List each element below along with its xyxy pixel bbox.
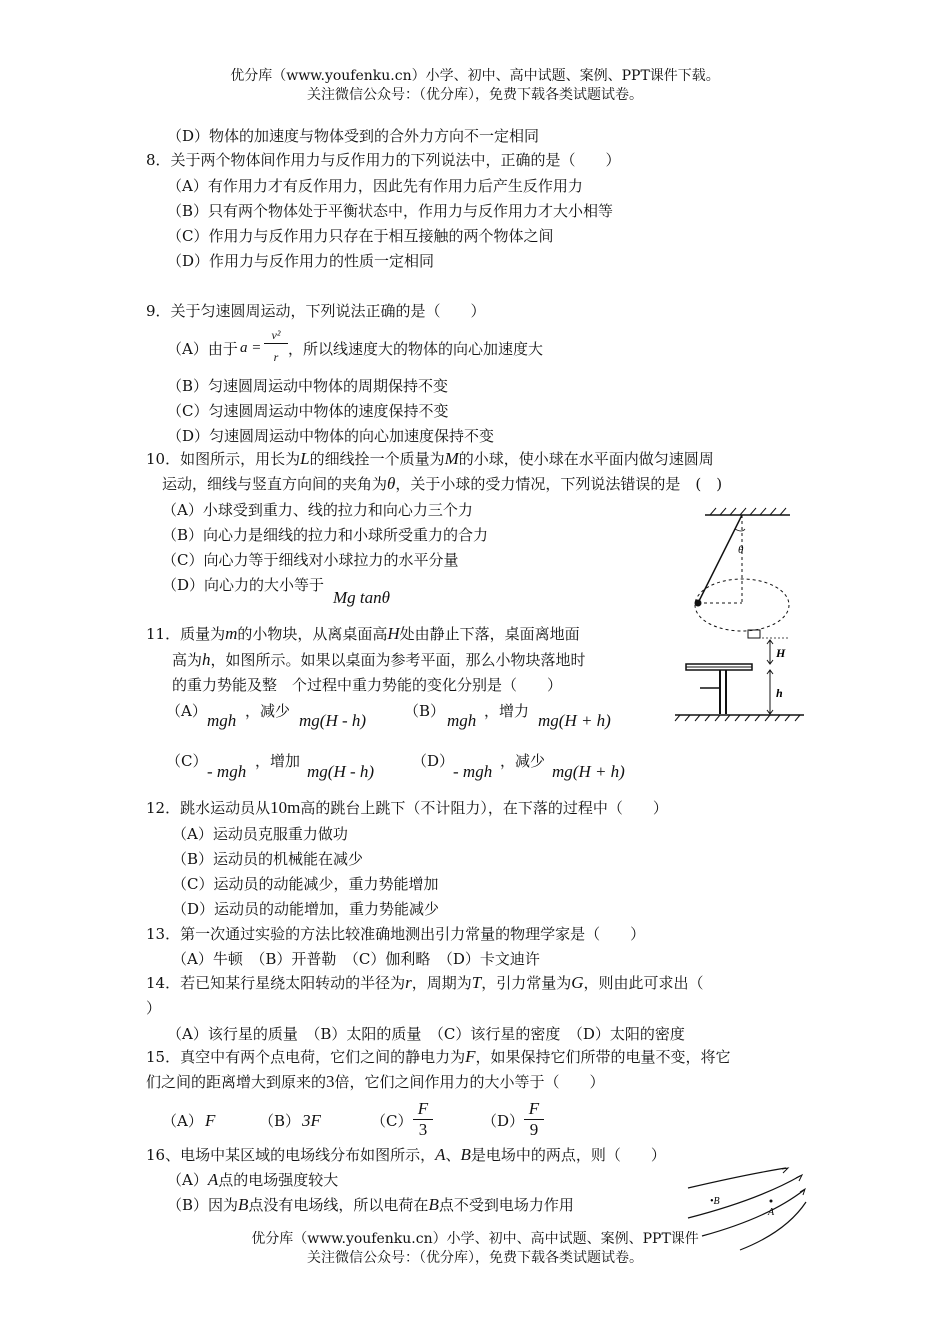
- q16-option-a: [167, 1170, 338, 1190]
- q11-option-a-f2: mg(H - h): [299, 711, 367, 730]
- q11-option-b-f2: mg(H + h): [538, 711, 611, 730]
- q7-option-d: （D）物体的加速度与物体受到的合外力方向不一定相同: [167, 127, 540, 145]
- table-height-figure: [672, 630, 812, 722]
- q8-option-d: （D）作用力与反作用力的性质一定相同: [167, 252, 435, 270]
- q11-option-b-word: ，增力: [484, 702, 530, 720]
- q14-var-T: T: [471, 973, 482, 992]
- q15-var-F: F: [465, 1047, 476, 1066]
- q10-var-L: L: [300, 449, 310, 468]
- q10-option-d-formula: Mg tanθ: [333, 588, 390, 607]
- q11-var-h: h: [202, 650, 211, 669]
- q15-stem-line-2: [146, 1072, 605, 1092]
- q11-stem-1c: 处由静止下落，桌面离地面: [399, 625, 580, 643]
- q12-option-a: （A）运动员克服重力做功: [172, 825, 348, 843]
- q9-option-b: （B）匀速圆周运动中物体的周期保持不变: [167, 377, 449, 395]
- q15-d-den: 9: [529, 1120, 539, 1139]
- q10-stem-1c: 的小球，使小球在水平面内做匀速圆周: [458, 450, 714, 468]
- q8-option-c: （C）作用力与反作用力只存在于相互接触的两个物体之间: [167, 227, 554, 245]
- q14-stem: [146, 973, 704, 993]
- q12-stem-b: 高的跳台上跳下（不计阻力），在下落的过程中（ ）: [300, 799, 668, 817]
- q11-option-d-label: （D）: [412, 752, 455, 770]
- q11-option-d-word: ，减少: [500, 752, 546, 770]
- q16-a-pre: （A）: [167, 1171, 208, 1189]
- q16-b-mid: 点没有电场线，所以电荷在: [248, 1196, 429, 1214]
- q10-stem-2b: ，关于小球的受力情况，下列说法错误的是 ( ): [395, 475, 723, 493]
- q14-var-G: G: [571, 973, 584, 992]
- q11-option-d-f1: - mgh: [453, 762, 493, 781]
- q11-stem-2a: 高为: [172, 651, 203, 669]
- q11-option-c-f2: mg(H - h): [307, 762, 375, 781]
- q11-option-d-f2: mg(H + h): [552, 762, 625, 781]
- pendulum-figure: [690, 505, 810, 635]
- q15-stem-2a: 们之间的距离增大到原来的: [146, 1073, 327, 1091]
- q12-value: 10m: [270, 798, 301, 817]
- q15-c-num: F: [413, 1099, 433, 1120]
- q10-option-a: （A）小球受到重力、线的拉力和向心力三个力: [162, 501, 473, 519]
- q15-option-b-value: 3F: [302, 1111, 321, 1130]
- q12-option-b: （B）运动员的机械能在减少: [172, 850, 364, 868]
- q11-var-H: H: [387, 624, 400, 643]
- q16-var-B: B: [460, 1145, 471, 1164]
- q10-option-c: （C）向心力等于细线对小球拉力的水平分量: [162, 551, 459, 569]
- q15-option-d-label: （D）: [482, 1112, 525, 1130]
- q15-value-3: 3: [326, 1072, 335, 1091]
- q8-option-a: （A）有作用力才有反作用力，因此先有作用力后产生反作用力: [167, 177, 583, 195]
- q12-option-c: （C）运动员的动能减少，重力势能增加: [172, 875, 439, 893]
- q9-stem: 9．关于匀速圆周运动，下列说法正确的是（ ）: [146, 302, 486, 320]
- q12-stem-a: 12．跳水运动员从: [146, 799, 271, 817]
- q11-option-c-word: ，增加: [255, 752, 301, 770]
- q11-stem-1b: 的小物块，从离桌面高: [237, 625, 388, 643]
- q11-option-a-label: （A）: [166, 702, 207, 720]
- q10-option-b: （B）向心力是细线的拉力和小球所受重力的合力: [162, 526, 489, 544]
- q11-stem-line-2: [172, 650, 586, 670]
- q15-stem-1a: 15．真空中有两个点电荷，它们之间的静电力为: [146, 1048, 466, 1066]
- q9-option-a-prefix: （A）由于: [167, 340, 238, 358]
- figure-label-h: h: [776, 686, 783, 700]
- q10-stem-line-2: [162, 474, 722, 494]
- q13-stem: 13．第一次通过实验的方法比较准确地测出引力常量的物理学家是（ ）: [146, 925, 646, 943]
- q16-sep: 、: [445, 1146, 461, 1164]
- q15-option-a-label: （A）: [162, 1112, 203, 1130]
- q15-d-num: F: [524, 1099, 544, 1120]
- q14-options: （A）该行星的质量 （B）太阳的质量 （C）该行星的密度 （D）太阳的密度: [167, 1025, 685, 1043]
- q14-stem-close: ）: [146, 999, 162, 1017]
- q16-var-A: A: [435, 1145, 446, 1164]
- header-line-1: 优分库（www.youfenku.cn）小学、初中、高中试题、案例、PPT课件下载。: [230, 68, 720, 84]
- q15-option-c-label: （C）: [371, 1112, 413, 1130]
- q14-stem-c: ，引力常量为: [481, 974, 572, 992]
- q15-stem-1b: ，如果保持它们所带的电量不变，将它: [475, 1048, 731, 1066]
- q13-options: （A）牛顿 （B）开普勒 （C）伽利略 （D）卡文迪许: [172, 950, 540, 968]
- footer-line-1: 优分库（www.youfenku.cn）小学、初中、高中试题、案例、PPT课件: [251, 1231, 699, 1247]
- q12-stem: [146, 798, 668, 818]
- q14-var-r: r: [405, 973, 412, 992]
- q11-option-b-f1: mgh: [447, 711, 477, 730]
- q11-stem-line-3: 的重力势能及整 个过程中重力势能的变化分别是（ ）: [172, 676, 563, 694]
- q16-a-post: 点的电场强度较大: [218, 1171, 339, 1189]
- q9-option-c: （C）匀速圆周运动中物体的速度保持不变: [167, 402, 449, 420]
- q15-option-b-label: （B）: [259, 1112, 301, 1130]
- q16-b-post: 点不受到电场力作用: [438, 1196, 574, 1214]
- q10-stem-1b: 的细线拴一个质量为: [309, 450, 445, 468]
- q11-stem-2b: ，如图所示。如果以桌面为参考平面，那么小物块落地时: [210, 651, 586, 669]
- header-line-2: 关注微信公众号：（优分库），免费下载各类试题试卷。: [307, 87, 643, 103]
- field-label-A: A: [768, 1207, 775, 1218]
- q16-b-pre: （B）因为: [167, 1196, 239, 1214]
- field-label-B: •B: [710, 1196, 720, 1207]
- q16-stem: [146, 1145, 666, 1165]
- q9-option-a-suffix: ，所以线速度大的物体的向心加速度大: [288, 340, 544, 358]
- q9-fraction-den: r: [273, 350, 279, 364]
- q10-var-M: M: [444, 449, 459, 468]
- q9-formula-lhs: a =: [240, 340, 262, 356]
- q14-stem-b: ，周期为: [411, 974, 472, 992]
- q9-fraction-num: v²: [264, 328, 288, 344]
- q8-option-b: （B）只有两个物体处于平衡状态中，作用力与反作用力才大小相等: [167, 202, 614, 220]
- q10-option-d-prefix: （D）向心力的大小等于: [162, 576, 325, 594]
- q9-option-d: （D）匀速圆周运动中物体的向心加速度保持不变: [167, 427, 495, 445]
- q10-var-theta: θ: [387, 474, 396, 493]
- q11-stem-line-1: [146, 624, 580, 644]
- q15-option-a-value: F: [205, 1111, 216, 1130]
- q10-stem-1a: 10．如图所示，用长为: [146, 450, 301, 468]
- q10-stem-2a: 运动，细线与竖直方向间的夹角为: [162, 475, 388, 493]
- q15-option-c-fraction: [413, 1099, 433, 1140]
- q11-option-c-f1: - mgh: [207, 762, 247, 781]
- q15-stem-line-1: [146, 1047, 731, 1067]
- q16-a-var: A: [207, 1170, 219, 1189]
- q8-stem: 8．关于两个物体间作用力与反作用力的下列说法中，正确的是（ ）: [146, 151, 621, 169]
- q15-c-den: 3: [418, 1120, 428, 1139]
- q14-stem-a: 14．若已知某行星绕太阳转动的半径为: [146, 974, 406, 992]
- q11-option-c-label: （C）: [166, 752, 208, 770]
- q15-option-d-fraction: [524, 1099, 544, 1140]
- q12-option-d: （D）运动员的动能增加，重力势能减少: [172, 900, 440, 918]
- q16-stem-a: 16、电场中某区域的电场线分布如图所示，: [146, 1146, 436, 1164]
- q16-b-var1: B: [238, 1195, 249, 1214]
- pendulum-theta-label: θ: [738, 544, 744, 556]
- q10-stem-line-1: [146, 449, 714, 469]
- q11-option-b-label: （B）: [404, 702, 446, 720]
- q15-stem-2b: 倍，它们之间作用力的大小等于（ ）: [334, 1073, 605, 1091]
- footer-line-2: 关注微信公众号：（优分库），免费下载各类试题试卷。: [307, 1250, 643, 1266]
- q16-stem-b: 是电场中的两点，则（ ）: [470, 1146, 666, 1164]
- q14-stem-d: ，则由此可求出（: [583, 974, 704, 992]
- q11-option-a-word: ，减少: [245, 702, 291, 720]
- q16-option-b: [167, 1195, 574, 1215]
- q11-stem-1a: 11．质量为: [146, 625, 226, 643]
- q16-b-var2: B: [428, 1195, 439, 1214]
- q9-fraction: [264, 328, 288, 365]
- q11-var-m: m: [225, 624, 238, 643]
- q11-option-a-f1: mgh: [207, 711, 237, 730]
- figure-label-H: H: [776, 646, 786, 660]
